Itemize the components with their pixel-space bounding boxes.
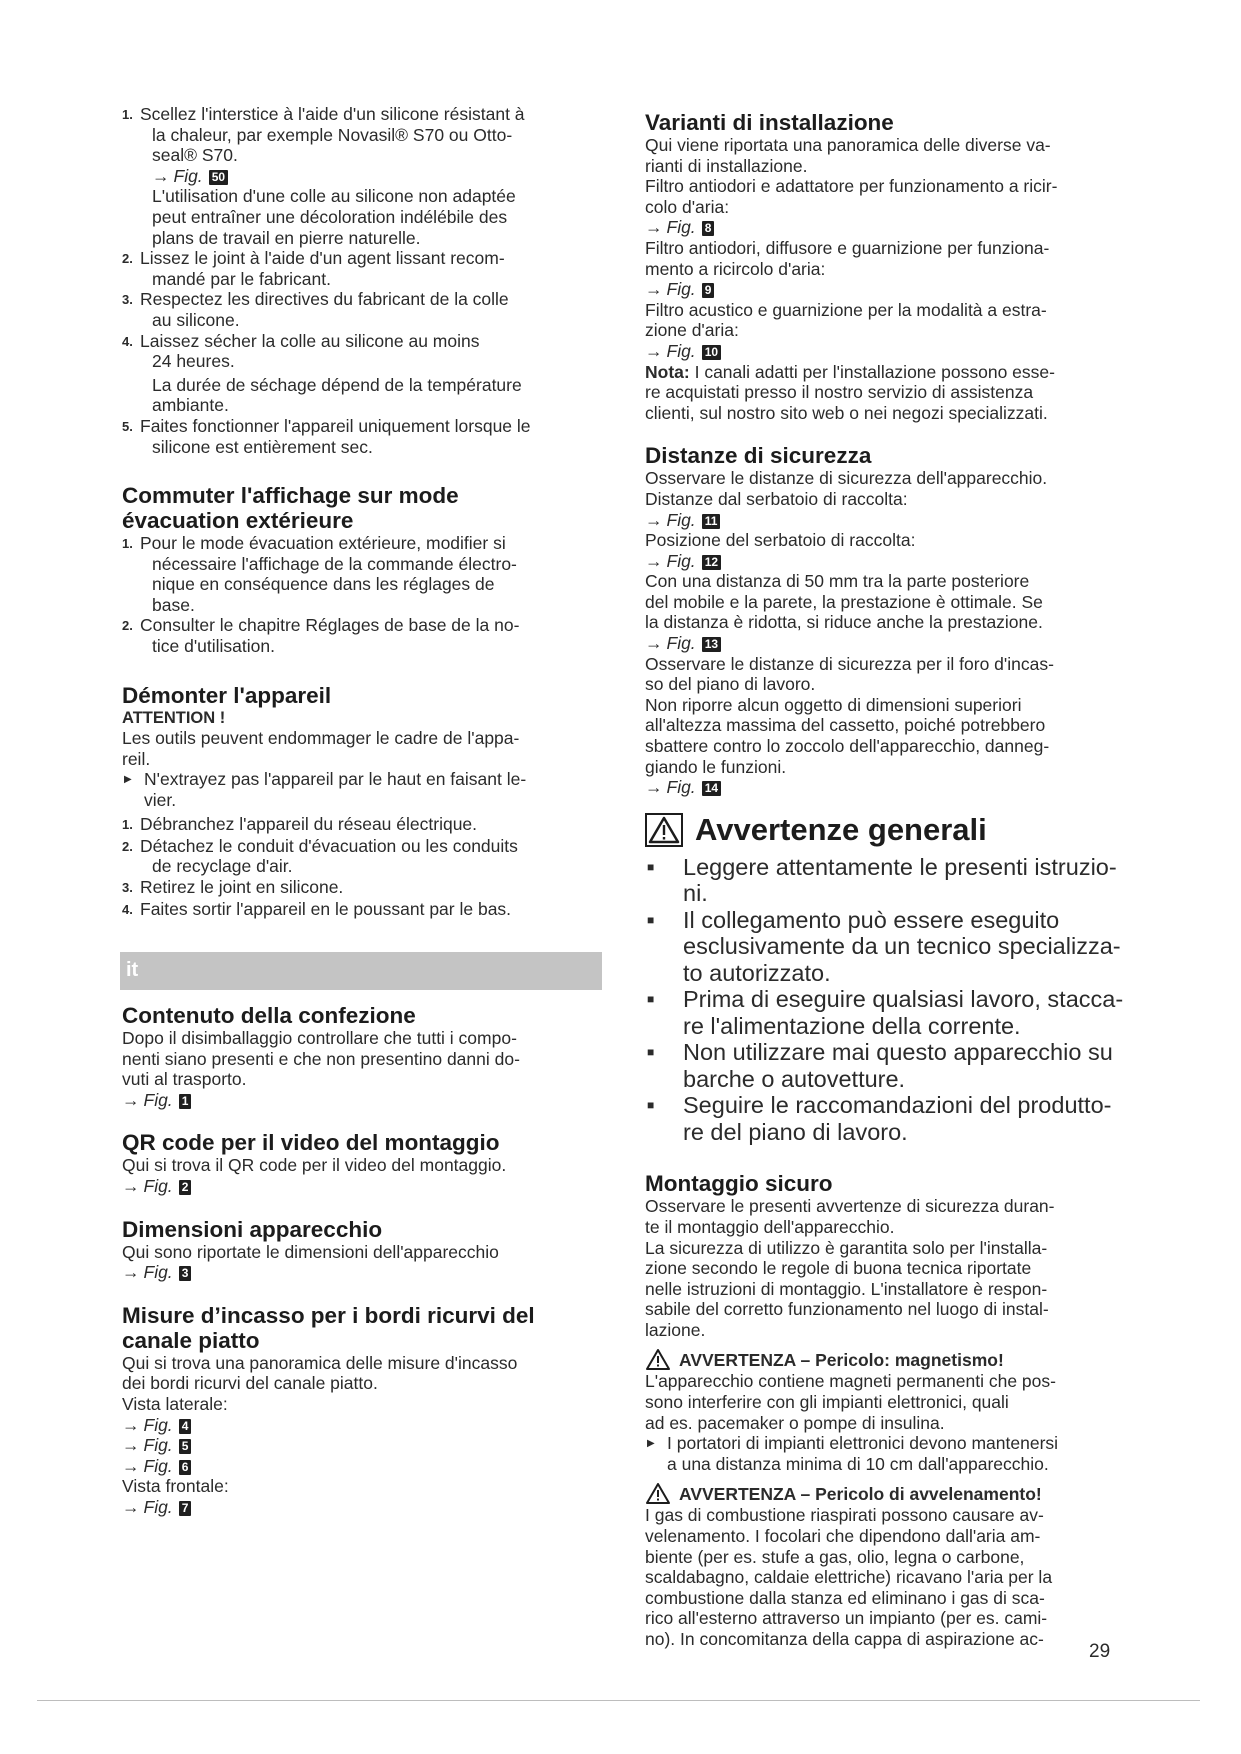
section-heading: Misure d’incasso per i bordi ricurvi del canale piatto <box>122 1302 535 1353</box>
attention-label: ATTENTION ! <box>122 708 226 727</box>
left-column-lower: Contenuto della confezione Dopo il disimballaggio controllare che tutti i compo- nenti siano presenti e che non presentino danni do- vuti al trasporto. → Fig. 1 QR code per il video del montaggio Qui si trova il QR code per il video del montaggio. → Fig. 2 Dimensioni apparecchio Qui sono riportate le dimensioni dell'apparecchio → Fig. 3 Misure d’incasso per i bordi ricurvi del canale piatto Qui si trova una panoramica delle misure d'incasso dei bordi ricurvi del canale piatto. Vista laterale: → Fig. 4 → Fig. 5 → Fig. 6 Vista frontale: → Fig. 7 <box>122 1003 600 1518</box>
language-code: it <box>126 959 139 981</box>
warning-triangle-icon <box>645 1348 671 1371</box>
arrow-right-icon: → <box>152 165 170 186</box>
arrow-right-icon: → <box>645 550 663 571</box>
arrow-right-icon: → <box>122 1414 140 1435</box>
figure-reference: → Fig. 14 <box>645 777 1135 798</box>
arrow-right-icon: → <box>645 217 663 238</box>
figure-reference: → Fig. 11 <box>645 510 1135 531</box>
note-paragraph: Nota: I canali adatti per l'installazione possono esse- <box>645 361 1055 382</box>
bullet-item: ▶ I portatori di impianti elettronici devono mantenersi a una distanza minima di 10 cm dall'apparecchio. <box>647 1433 1059 1474</box>
section-heading: Dimensioni apparecchio <box>122 1216 383 1242</box>
step-item: 1. Pour le mode évacuation extérieure, modifier si nécessaire l'affichage de la commande électro- nique en conséquence dans les réglages de base. <box>122 533 517 615</box>
figure-reference: → Fig. 7 <box>122 1497 600 1518</box>
section-heading: Montaggio sicuro <box>645 1171 833 1197</box>
bullet-item: ■ Non utilizzare mai questo apparecchio su barche o autovetture. <box>647 1039 1113 1092</box>
arrow-right-icon: → <box>645 509 663 530</box>
step-item: 2. Lissez le joint à l'aide d'un agent lissant recom- mandé par le fabricant. <box>122 248 505 289</box>
figure-reference: → Fig. 10 <box>645 341 1135 362</box>
section-heading: Distanze di sicurezza <box>645 443 872 469</box>
warning-heading: AVVERTENZA – Pericolo di avvelenamento! <box>645 1482 1135 1505</box>
section-heading: Commuter l'affichage sur mode évacuation extérieure <box>122 483 459 534</box>
section-heading: Contenuto della confezione <box>122 1003 416 1028</box>
step-item: 3. Respectez les directives du fabricant de la colle au silicone. <box>122 289 509 330</box>
figure-reference: → Fig. 4 <box>122 1415 600 1436</box>
step-item: 3. Retirez le joint en silicone. <box>122 876 344 897</box>
warning-triangle-icon <box>645 1482 671 1505</box>
chapter-heading: Avvertenze generali <box>645 812 1135 848</box>
triangle-bullet-icon: ▶ <box>647 1438 655 1450</box>
section-heading: Varianti di installazione <box>645 110 894 135</box>
figure-reference: → Fig. 12 <box>645 551 1135 572</box>
step-item: 5. Faites fonctionner l'appareil uniquement lorsque le silicone est entièrement sec. <box>122 415 531 457</box>
warning-heading: AVVERTENZA – Pericolo: magnetismo! <box>645 1348 1135 1371</box>
bullet-item: ■ Il collegamento può essere eseguito esclusivamente da un tecnico specializza- to autorizzato. <box>647 906 1121 986</box>
figure-reference: → Fig. 2 <box>122 1176 600 1197</box>
warning-book-icon <box>645 813 683 847</box>
step-item: 4. Faites sortir l'appareil en le poussant par le bas. <box>122 898 512 919</box>
figure-reference: → Fig. 6 <box>122 1456 600 1477</box>
arrow-right-icon: → <box>122 1262 140 1283</box>
square-bullet-icon: ■ <box>647 1045 655 1060</box>
arrow-right-icon: → <box>645 633 663 654</box>
bullet-item: ▶ N'extrayez pas l'appareil par le haut en faisant le- vier. <box>124 769 527 811</box>
bullet-item: ■ Seguire le raccomandazioni del produtto- re del piano di lavoro. <box>647 1092 1112 1145</box>
figure-reference: → Fig. 50 <box>140 166 600 187</box>
arrow-right-icon: → <box>122 1496 140 1517</box>
step-item: 2. Détachez le conduit d'évacuation ou les conduits de recyclage d'air. <box>122 835 518 877</box>
figure-reference: → Fig. 5 <box>122 1435 600 1456</box>
section-heading: Démonter l'appareil <box>122 682 332 708</box>
step-item: 1. Scellez l'interstice à l'aide d'un silicone résistant à la chaleur, par exemple Novasil® S70 ou Otto- seal® S70. → Fig. 50 L'utilisation d'une colle au silicone non adaptée peut entraîner une décoloration indélébile des plans de travail en pierre naturelle. <box>122 104 600 248</box>
step-item: 2. Consulter le chapitre Réglages de base de la no- tice d'utilisation. <box>122 615 520 657</box>
figure-reference: → Fig. 9 <box>645 279 1135 300</box>
step-item: 1. Débranchez l'appareil du réseau électrique. <box>122 813 478 834</box>
footer-divider <box>37 1700 1200 1701</box>
language-bar <box>120 952 602 990</box>
square-bullet-icon: ■ <box>647 992 655 1007</box>
square-bullet-icon: ■ <box>647 859 655 874</box>
arrow-right-icon: → <box>122 1455 140 1476</box>
left-column: 1. Scellez l'interstice à l'aide d'un silicone résistant à la chaleur, par exemple Novasil® S70 ou Otto- seal® S70. → Fig. 50 L'utilisation d'une colle au silicone non adaptée peut entraîner une décoloration indélébile des plans de travail en pierre naturelle. 2. Lissez le joint à l'aide d'un agent lissant recom- mandé par le fabricant. 3. Respectez les directives du fabricant de la colle au silicone. 4. Laissez sécher la colle au silicone au moins 24 heures. La durée de séchage dépend de la température ambiante. 5. Faites fonctionner l'appareil uniquement lorsque le silicone est entièrement sec. Commuter l'affichage sur mode évacuation extérieure 1. Pour le mode évacuation extérieure, modifier si nécessaire l'affichage de la commande électro- nique en conséquence dans les réglages de base. 2. Consulter le chapitre Réglages de base de la no- tice d'utilisation. Démonter l'appareil ATTENTION ! Les outils peuvent endommager le cadre de l'appa- reil. ▶ N'extrayez pas l'appareil par le haut en faisant le- vier. 1. Débranchez l'appareil du réseau électrique. 2. Détachez le conduit d'évacuation ou les conduits de recyclage d'air. 3. Retirez le joint en silicone. 4. Faites sortir l'appareil en le poussant par le bas. <box>122 104 600 921</box>
figure-reference: → Fig. 1 <box>122 1090 600 1111</box>
bullet-item: ■ Leggere attentamente le presenti istruzio- ni. <box>647 853 1117 907</box>
arrow-right-icon: → <box>122 1175 140 1196</box>
section-heading: QR code per il video del montaggio <box>122 1130 500 1156</box>
triangle-bullet-icon: ▶ <box>124 774 132 786</box>
arrow-right-icon: → <box>122 1435 140 1456</box>
arrow-right-icon: → <box>645 340 663 361</box>
square-bullet-icon: ■ <box>647 912 655 927</box>
figure-reference: → Fig. 8 <box>645 217 1135 238</box>
arrow-right-icon: → <box>645 777 663 798</box>
page-number: 29 <box>1089 1641 1111 1662</box>
bullet-item: ■ Prima di eseguire qualsiasi lavoro, stacca- re l'alimentazione della corrente. <box>647 986 1124 1039</box>
square-bullet-icon: ■ <box>647 1098 655 1113</box>
right-column: Varianti di installazione Qui viene riportata una panoramica delle diverse va- rianti di installazione. Filtro antiodori e adattatore per funzionamento a ricir- colo d'aria: → Fig. 8 Filtro antiodori, diffusore e guarnizione per funziona- mento a ricircolo d'aria: → Fig. 9 Filtro acustico e guarnizione per la modalità a estra- zione d'aria: → Fig. 10 Nota: I canali adatti per l'installazione possono esse- re acquistati presso il nostro servizio di assistenza clienti, sul nostro sito web o nei negozi specializzati. Distanze di sicurezza Osservare le distanze di sicurezza dell'apparecchio. Distanze dal serbatoio di raccolta: → Fig. 11 Posizione del serbatoio di raccolta: → Fig. 12 Con una distanza di 50 mm tra la parte posteriore del mobile e la parete, la prestazione è ottimale. Se la distanza è ridotta, si riduce anche la prestazione. → Fig. 13 Osservare le distanze di sicurezza per il foro d'incas- so del piano di lavoro. Non riporre alcun oggetto di dimensioni superiori all'altezza massima del cassetto, poiché potrebbero sbattere contro lo zoccolo dell'apparecchio, danneg- giando le funzioni. → Fig. 14 Avvertenze generali ■ Leggere attentamente le presenti istruzio- ni. ■ Il collegamento può essere eseguito esclusivamente da un tecnico specializza- to autorizzato. ■ Prima di eseguire qualsiasi lavoro, stacca- re l'alimentazione della corrente. ■ Non utilizzare mai questo apparecchio su barche o autovetture. ■ Seguire le raccomandazioni del produtto- re del piano di lavoro. Montaggio sicuro Osservare le presenti avvertenze di sicurezza duran- te il montaggio dell'apparecchio. La sicurezza di utilizzo è garantita solo per l'installa- zione secondo le regole di buona tecnica riportate nelle istruzioni di montaggio. L'installatore è respon- sabile del corretto funzionamento nel luogo di instal- lazione. AVVERTENZA – Pericolo: magnetismo! L'apparecchio contiene magneti permanenti che pos- sono interferire con gli impianti elettronici, quali ad es. pacemaker o pompe di insulina. ▶ I portatori di impianti elettronici devono mantenersi a una distanza minima di 10 cm dall'apparecchio. AVVERTENZA – Pericolo di avvelenamento! I gas di combustione riaspirati possono causare av- velenamento. I focolari che dipendono dall'aria am- biente (per es. stufe a gas, olio, legna o carbone, scaldabagno, caldaie elettriche) ricavano l'aria per la combustione dalla stanza ed eliminano i gas di sca- rico all'esterno attraverso un impianto (per es. cami- no). In concomitanza della cappa di aspirazione ac- <box>645 110 1135 1650</box>
arrow-right-icon: → <box>122 1089 140 1110</box>
step-item: 4. Laissez sécher la colle au silicone au moins 24 heures. La durée de séchage dépend de la température ambiante. <box>122 330 522 416</box>
arrow-right-icon: → <box>645 279 663 300</box>
figure-reference: → Fig. 3 <box>122 1262 600 1283</box>
figure-reference: → Fig. 13 <box>645 633 1135 654</box>
